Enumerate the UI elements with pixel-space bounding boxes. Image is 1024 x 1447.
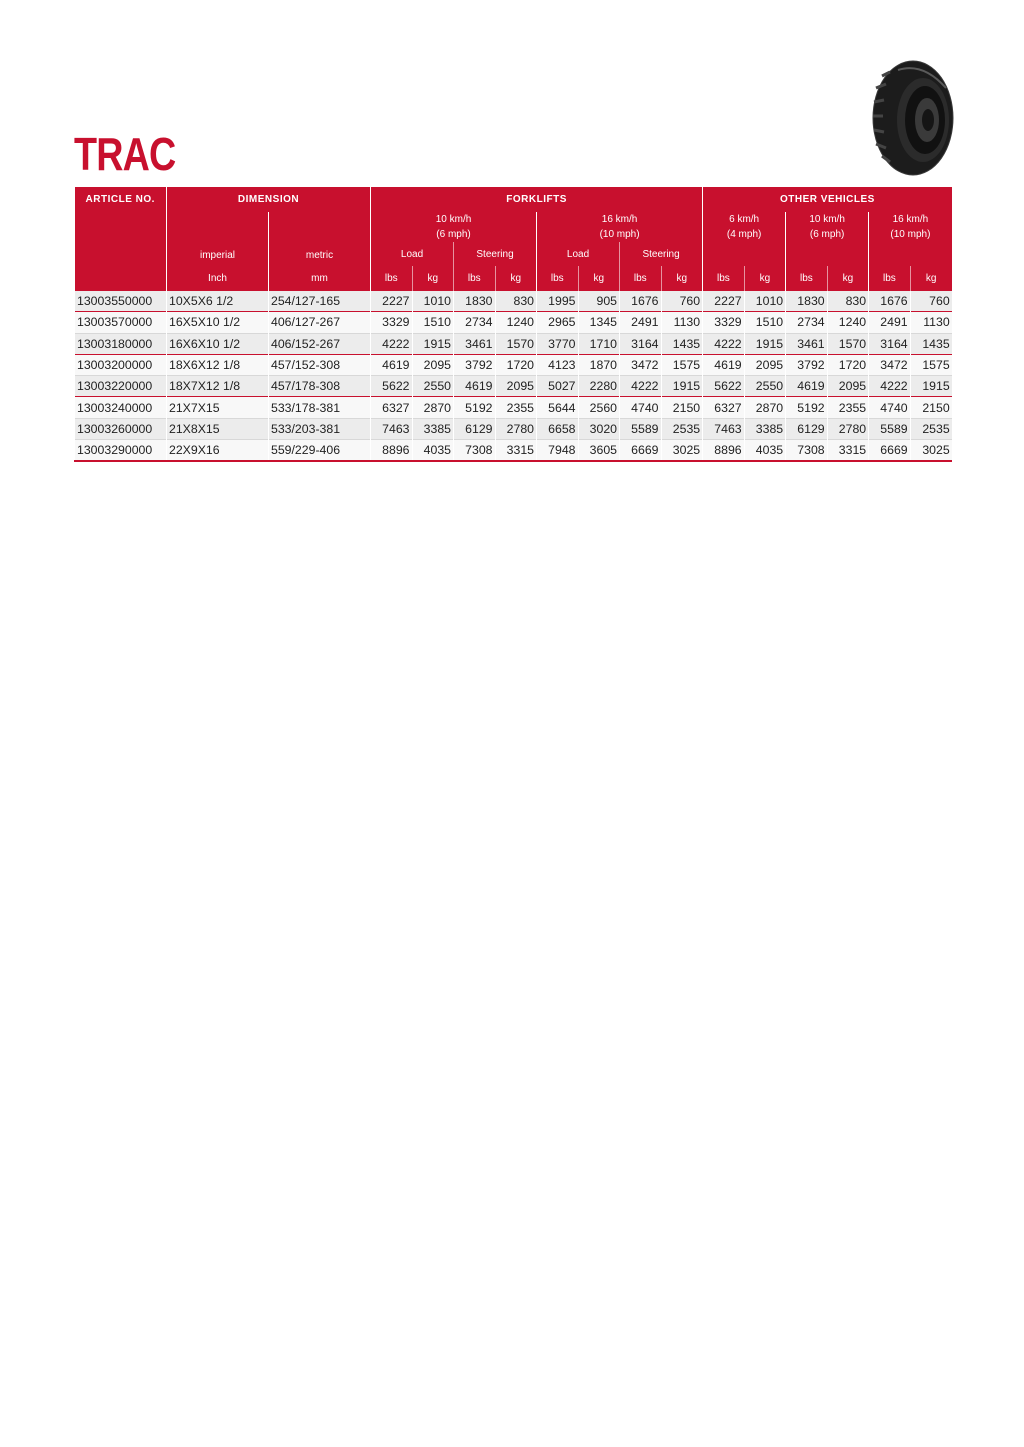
value-cell: 4222 (620, 376, 662, 397)
header-steering: Steering (620, 242, 703, 266)
value-cell: 1720 (495, 354, 537, 375)
value-cell: 3605 (578, 440, 620, 462)
value-cell: 3385 (744, 418, 786, 439)
value-cell: 1915 (412, 333, 454, 354)
value-cell: 3792 (786, 354, 828, 375)
value-cell: 1240 (495, 312, 537, 333)
imperial-cell: 21X8X15 (167, 418, 269, 439)
value-cell: 2550 (744, 376, 786, 397)
header-inch: Inch (167, 266, 269, 291)
value-cell: 2550 (412, 376, 454, 397)
value-cell: 1240 (827, 312, 869, 333)
imperial-cell: 10X5X6 1/2 (167, 291, 269, 312)
header-lbs: lbs (371, 266, 413, 291)
header-kg: kg (578, 266, 620, 291)
article-no-cell: 13003200000 (75, 354, 167, 375)
value-cell: 6129 (786, 418, 828, 439)
value-cell: 1830 (786, 291, 828, 312)
value-cell: 6669 (869, 440, 911, 462)
value-cell: 1130 (661, 312, 703, 333)
value-cell: 4619 (454, 376, 496, 397)
value-cell: 5622 (703, 376, 745, 397)
value-cell: 4619 (703, 354, 745, 375)
header-blank (786, 242, 869, 266)
value-cell: 6658 (537, 418, 579, 439)
metric-cell: 559/229-406 (269, 440, 371, 462)
value-cell: 2734 (786, 312, 828, 333)
value-cell: 760 (661, 291, 703, 312)
header-kg: kg (910, 266, 952, 291)
value-cell: 3329 (371, 312, 413, 333)
imperial-cell: 16X6X10 1/2 (167, 333, 269, 354)
metric-cell: 457/152-308 (269, 354, 371, 375)
value-cell: 6327 (703, 397, 745, 418)
value-cell: 2870 (744, 397, 786, 418)
value-cell: 1010 (744, 291, 786, 312)
value-cell: 1130 (910, 312, 952, 333)
value-cell: 7308 (454, 440, 496, 462)
header-dimension: DIMENSION (167, 187, 371, 212)
value-cell: 2227 (703, 291, 745, 312)
table-row (75, 440, 952, 462)
table-row (75, 376, 952, 397)
table-row (75, 397, 952, 418)
value-cell: 3385 (412, 418, 454, 439)
value-cell: 3164 (869, 333, 911, 354)
value-cell: 1870 (578, 354, 620, 375)
article-no-cell: 13003570000 (75, 312, 167, 333)
value-cell: 1345 (578, 312, 620, 333)
header-blank (75, 242, 167, 266)
value-cell: 3315 (827, 440, 869, 462)
value-cell: 1575 (910, 354, 952, 375)
value-cell: 1570 (827, 333, 869, 354)
header-blank (703, 242, 786, 266)
value-cell: 4222 (869, 376, 911, 397)
header-ov-speed-16: 16 km/h (10 mph) (869, 212, 952, 242)
value-cell: 2355 (495, 397, 537, 418)
value-cell: 7463 (371, 418, 413, 439)
value-cell: 5192 (786, 397, 828, 418)
table-row (75, 333, 952, 354)
value-cell: 7308 (786, 440, 828, 462)
value-cell: 4740 (869, 397, 911, 418)
value-cell: 2780 (495, 418, 537, 439)
header-kg: kg (495, 266, 537, 291)
header-article-no: ARTICLE NO. (75, 187, 167, 212)
table-row (75, 291, 952, 312)
value-cell: 4222 (371, 333, 413, 354)
value-cell: 2095 (827, 376, 869, 397)
header-imperial: imperial (167, 212, 269, 266)
header-blank (869, 242, 952, 266)
metric-cell: 406/127-267 (269, 312, 371, 333)
value-cell: 4035 (744, 440, 786, 462)
value-cell: 2780 (827, 418, 869, 439)
value-cell: 3329 (703, 312, 745, 333)
article-no-cell: 13003180000 (75, 333, 167, 354)
value-cell: 2734 (454, 312, 496, 333)
metric-cell: 533/178-381 (269, 397, 371, 418)
value-cell: 4123 (537, 354, 579, 375)
value-cell: 2150 (661, 397, 703, 418)
value-cell: 3020 (578, 418, 620, 439)
value-cell: 3025 (661, 440, 703, 462)
value-cell: 2150 (910, 397, 952, 418)
value-cell: 5192 (454, 397, 496, 418)
table-row (75, 418, 952, 439)
value-cell: 2227 (371, 291, 413, 312)
value-cell: 3461 (786, 333, 828, 354)
header-kg: kg (661, 266, 703, 291)
header-lbs: lbs (537, 266, 579, 291)
table-row (75, 312, 952, 333)
value-cell: 1915 (661, 376, 703, 397)
value-cell: 8896 (703, 440, 745, 462)
spec-table (74, 187, 952, 462)
imperial-cell: 22X9X16 (167, 440, 269, 462)
tire-image (868, 58, 958, 178)
value-cell: 6129 (454, 418, 496, 439)
article-no-cell: 13003220000 (75, 376, 167, 397)
header-load: Load (371, 242, 454, 266)
value-cell: 5589 (869, 418, 911, 439)
value-cell: 1915 (910, 376, 952, 397)
value-cell: 1010 (412, 291, 454, 312)
value-cell: 830 (495, 291, 537, 312)
value-cell: 4222 (703, 333, 745, 354)
header-kg: kg (827, 266, 869, 291)
value-cell: 3164 (620, 333, 662, 354)
value-cell: 2355 (827, 397, 869, 418)
value-cell: 8896 (371, 440, 413, 462)
value-cell: 2280 (578, 376, 620, 397)
value-cell: 2491 (869, 312, 911, 333)
value-cell: 5589 (620, 418, 662, 439)
header-fl-speed-10: 10 km/h (6 mph) (371, 212, 537, 242)
metric-cell: 457/178-308 (269, 376, 371, 397)
value-cell: 4619 (786, 376, 828, 397)
value-cell: 3315 (495, 440, 537, 462)
imperial-cell: 16X5X10 1/2 (167, 312, 269, 333)
header-steering: Steering (454, 242, 537, 266)
metric-cell: 533/203-381 (269, 418, 371, 439)
value-cell: 1510 (412, 312, 454, 333)
value-cell: 4619 (371, 354, 413, 375)
value-cell: 2491 (620, 312, 662, 333)
header-other-vehicles: OTHER VEHICLES (703, 187, 952, 212)
value-cell: 3461 (454, 333, 496, 354)
value-cell: 3472 (620, 354, 662, 375)
value-cell: 6669 (620, 440, 662, 462)
value-cell: 3770 (537, 333, 579, 354)
header-blank (75, 266, 167, 291)
value-cell: 3792 (454, 354, 496, 375)
value-cell: 5622 (371, 376, 413, 397)
value-cell: 3025 (910, 440, 952, 462)
value-cell: 1830 (454, 291, 496, 312)
value-cell: 2535 (910, 418, 952, 439)
table-body (75, 291, 952, 461)
value-cell: 2095 (412, 354, 454, 375)
value-cell: 2095 (495, 376, 537, 397)
value-cell: 6327 (371, 397, 413, 418)
header-forklifts: FORKLIFTS (371, 187, 703, 212)
value-cell: 760 (910, 291, 952, 312)
article-no-cell: 13003260000 (75, 418, 167, 439)
imperial-cell: 18X7X12 1/8 (167, 376, 269, 397)
imperial-cell: 18X6X12 1/8 (167, 354, 269, 375)
value-cell: 2560 (578, 397, 620, 418)
header-blank (75, 212, 167, 242)
value-cell: 2870 (412, 397, 454, 418)
value-cell: 2965 (537, 312, 579, 333)
value-cell: 1676 (869, 291, 911, 312)
header-ov-speed-10: 10 km/h (6 mph) (786, 212, 869, 242)
header-lbs: lbs (454, 266, 496, 291)
value-cell: 1720 (827, 354, 869, 375)
header-kg: kg (412, 266, 454, 291)
header-lbs: lbs (703, 266, 745, 291)
header-lbs: lbs (786, 266, 828, 291)
value-cell: 1510 (744, 312, 786, 333)
value-cell: 1676 (620, 291, 662, 312)
value-cell: 1575 (661, 354, 703, 375)
value-cell: 3472 (869, 354, 911, 375)
header-load: Load (537, 242, 620, 266)
value-cell: 1995 (537, 291, 579, 312)
page-title: TRAC (74, 128, 176, 180)
value-cell: 4035 (412, 440, 454, 462)
header-metric: metric (269, 212, 371, 266)
article-no-cell: 13003550000 (75, 291, 167, 312)
value-cell: 5644 (537, 397, 579, 418)
value-cell: 1570 (495, 333, 537, 354)
imperial-cell: 21X7X15 (167, 397, 269, 418)
value-cell: 4740 (620, 397, 662, 418)
value-cell: 1435 (910, 333, 952, 354)
value-cell: 1710 (578, 333, 620, 354)
value-cell: 5027 (537, 376, 579, 397)
value-cell: 830 (827, 291, 869, 312)
value-cell: 1435 (661, 333, 703, 354)
metric-cell: 254/127-165 (269, 291, 371, 312)
value-cell: 1915 (744, 333, 786, 354)
value-cell: 7948 (537, 440, 579, 462)
metric-cell: 406/152-267 (269, 333, 371, 354)
article-no-cell: 13003240000 (75, 397, 167, 418)
header-mm: mm (269, 266, 371, 291)
header-kg: kg (744, 266, 786, 291)
value-cell: 7463 (703, 418, 745, 439)
header-lbs: lbs (620, 266, 662, 291)
article-no-cell: 13003290000 (75, 440, 167, 462)
value-cell: 2535 (661, 418, 703, 439)
header-lbs: lbs (869, 266, 911, 291)
header-fl-speed-16: 16 km/h (10 mph) (537, 212, 703, 242)
value-cell: 905 (578, 291, 620, 312)
table-row (75, 354, 952, 375)
header-ov-speed-6: 6 km/h (4 mph) (703, 212, 786, 242)
value-cell: 2095 (744, 354, 786, 375)
